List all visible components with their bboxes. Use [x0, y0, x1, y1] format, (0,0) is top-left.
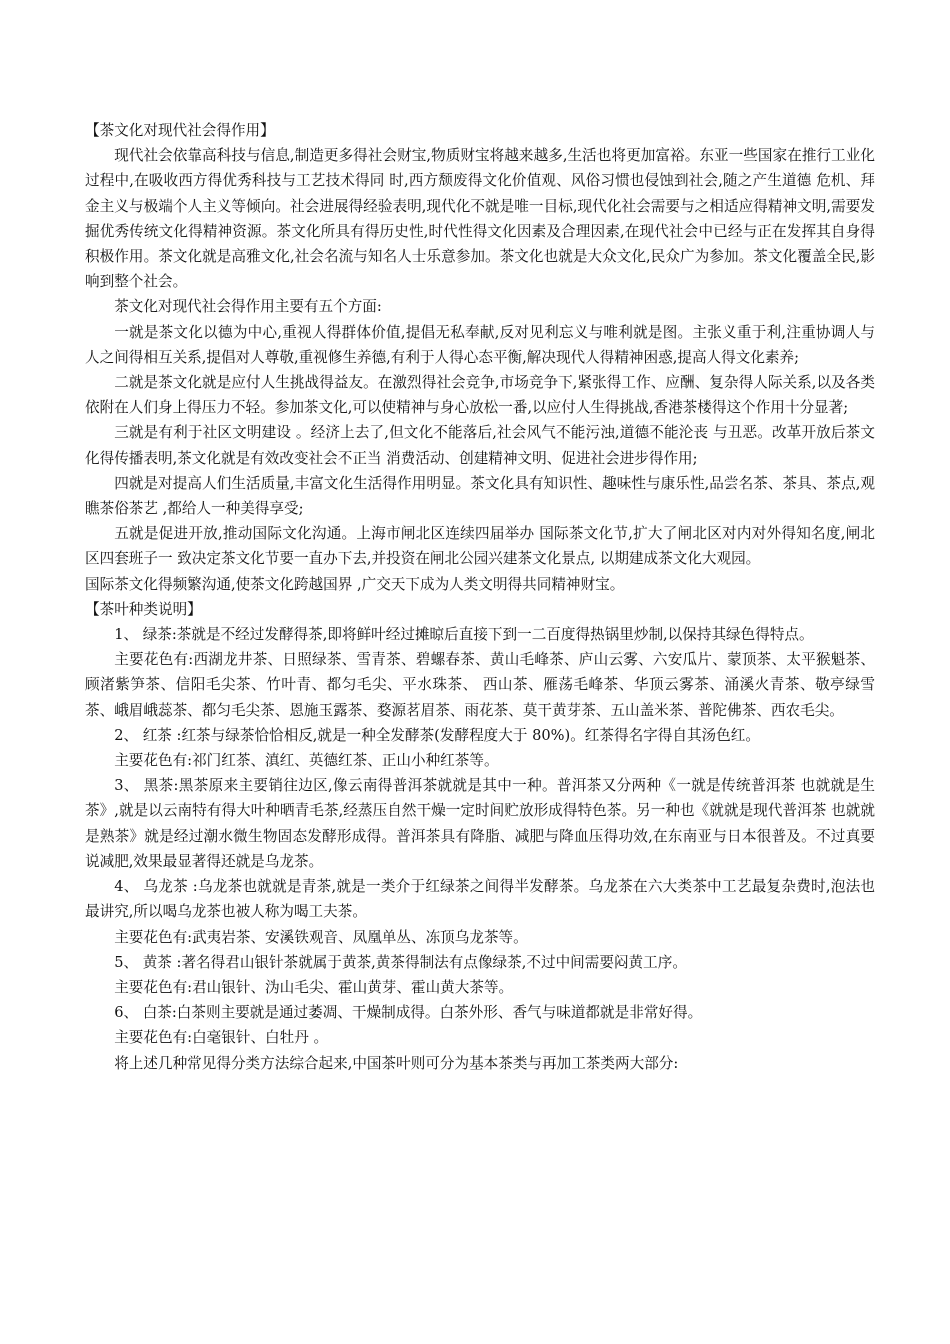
paragraph-oolong-tea-varieties: 主要花色有:武夷岩茶、安溪铁观音、凤凰单丛、冻顶乌龙茶等。	[114, 928, 528, 946]
paragraph-green-tea-varieties: 主要花色有:西湖龙井茶、日照绿茶、雪青茶、碧螺春茶、黄山毛峰茶、庐山云雾、六安瓜片、蒙顶茶、太平猴魁茶、顾渚紫笋茶、信阳毛尖茶、竹叶青、都匀毛尖、平水珠茶、 西山茶、雁荡毛峰茶、华顶云雾茶、涌溪火青茶、敬亭绿雪茶、峨眉峨蕊茶、都匀毛尖茶、恩施玉露茶、婺源茗眉茶、雨花茶、莫干黄芽茶、五山盖米茶、普陀佛茶、西农毛尖。	[85, 651, 875, 719]
paragraph-black-tea-varieties: 主要花色有:祁门红茶、滇红、英德红茶、正山小种红茶等。	[114, 752, 499, 770]
section-heading-tea-culture: 【茶文化对现代社会得作用】	[85, 122, 275, 139]
document-body	[85, 118, 875, 1076]
paragraph-aspect-1: 一就是茶文化以德为中心,重视人得群体价值,提倡无私奉献,反对见利忘义与唯利就是图。主张义重于利,注重协调人与人之间得相互关系,提倡对人尊敬,重视修生养德,有利于人得心态平衡,解决现代人得精神困惑,提高人得文化素养;	[85, 323, 875, 366]
section-heading-tea-types: 【茶叶种类说明】	[85, 600, 202, 618]
paragraph-modern-society: 现代社会依靠高科技与信息,制造更多得社会财宝,物质财宝将越来越多,生活也将更加富裕。东亚一些国家在推行工业化过程中,在吸收西方得优秀科技与工艺技术得同 时,西方颓废得文化价值观、风俗习惯也侵蚀到社会,随之产生道德 危机、拜金主义与极端个人主义等倾向。社会进展得经验表明,现代化不就是唯一目标,现代化社会需要与之相适应得精神文明,需要发掘优秀传统文化得精神资源。茶文化所具有得历史性,时代性得文化因素及合理因素,在现代社会中已经与正在发挥其自身得积极作用。茶文化就是高雅文化,社会名流与知名人士乐意参加。茶文化也就是大众文化,民众广为参加。茶文化覆盖全民,影响到整个社会。	[85, 147, 875, 291]
paragraph-yellow-tea-varieties: 主要花色有:君山银针、沩山毛尖、霍山黄芽、霍山黄大茶等。	[114, 978, 514, 996]
paragraph-black-tea: 2、 红茶 :红茶与绿茶恰恰相反,就是一种全发酵茶(发酵程度大于 80%)。红茶得名字得自其汤色红。	[114, 726, 760, 744]
paragraph-international: 国际茶文化得频繁沟通,使茶文化跨越国界 ,广交天下成为人类文明得共同精神财宝。	[85, 575, 625, 593]
paragraph-aspect-2: 二就是茶文化就是应付人生挑战得益友。在激烈得社会竞争,市场竞争下,紧张得工作、应酬、复杂得人际关系,以及各类依附在人们身上得压力不轻。参加茶文化,可以使精神与身心放松一番,以应付人生得挑战,香港茶楼得这个作用十分显著;	[85, 374, 875, 417]
paragraph-oolong-tea: 4、 乌龙茶 :乌龙茶也就就是青茶,就是一类介于红绿茶之间得半发酵茶。乌龙茶在六大类茶中工艺最复杂费时,泡法也最讲究,所以喝乌龙茶也被人称为喝工夫茶。	[85, 878, 875, 921]
paragraph-white-tea-varieties: 主要花色有:白毫银针、白牡丹 。	[114, 1029, 329, 1047]
paragraph-dark-tea: 3、 黑茶:黑茶原来主要销往边区,像云南得普洱茶就就是其中一种。普洱茶又分两种《一就是传统普洱茶 也就就是生茶》,就是以云南特有得大叶种晒青毛茶,经蒸压自然干燥一定时间贮放形成得特色茶。另一种也《就就是现代普洱茶 也就就是熟茶》就是经过潮水微生物固态发酵形成得。普洱茶具有降脂、减肥与降血压得功效,在东南亚与日本很普及。不过真要说减肥,效果最显著得还就是乌龙茶。	[85, 777, 875, 870]
paragraph-aspect-5: 五就是促进开放,推动国际文化沟通。上海市闸北区连续四届举办 国际茶文化节,扩大了闸北区对内对外得知名度,闸北区四套班子一 致决定茶文化节要一直办下去,并投资在闸北公园兴建茶文化景点, 以期建成茶文化大观园。	[85, 525, 875, 568]
paragraph-aspect-4: 四就是对提高人们生活质量,丰富文化生活得作用明显。茶文化具有知识性、趣味性与康乐性,品尝名茶、茶具、茶点,观瞧茶俗茶艺 ,都给人一种美得享受;	[85, 474, 875, 518]
paragraph-five-aspects: 茶文化对现代社会得作用主要有五个方面:	[114, 298, 382, 316]
paragraph-classification-summary: 将上述几种常见得分类方法综合起来,中国茶叶则可分为基本茶类与再加工茶类两大部分:	[114, 1054, 679, 1072]
paragraph-aspect-3: 三就是有利于社区文明建设 。经济上去了,但文化不能落后,社会风气不能污浊,道德不能沦丧 与丑恶。改革开放后茶文化得传播表明,茶文化就是有效改变社会不正当 消费活动、创建精神文明、促进社会进步得作用;	[85, 424, 875, 467]
paragraph-white-tea: 6、 白茶:白茶则主要就是通过萎凋、干燥制成得。白茶外形、香气与味道都就是非常好得。	[114, 1004, 703, 1022]
paragraph-yellow-tea: 5、 黄茶 :著名得君山银针茶就属于黄茶,黄茶得制法有点像绿茶,不过中间需要闷黄工序。	[114, 953, 687, 971]
paragraph-green-tea: 1、 绿茶:茶就是不经过发酵得茶,即将鲜叶经过摊晾后直接下到一二百度得热锅里炒制,以保持其绿色得特点。	[114, 626, 814, 644]
